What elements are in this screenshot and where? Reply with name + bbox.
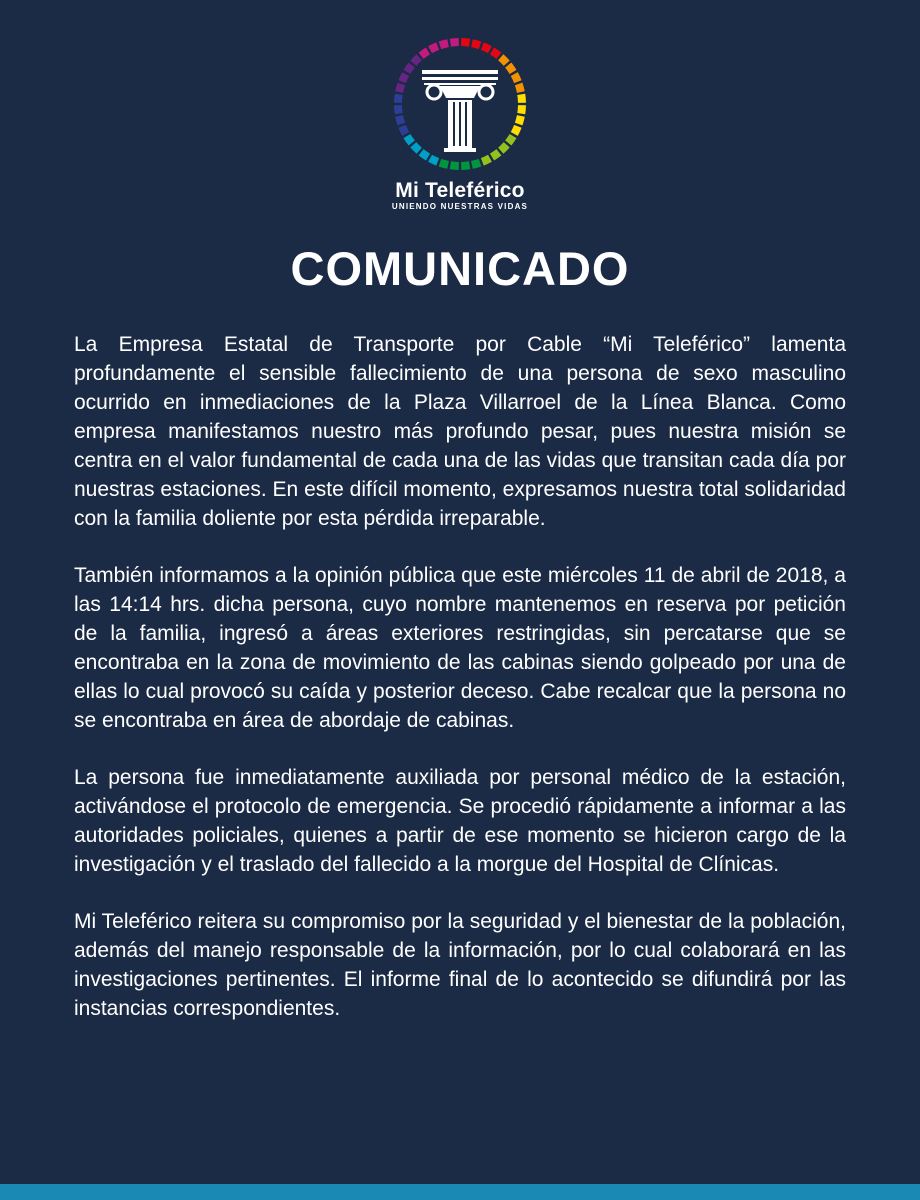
logo-ring-segment xyxy=(515,83,525,93)
logo-ring-segment xyxy=(410,54,422,66)
logo-ring-segment xyxy=(395,115,405,125)
logo-t-emblem xyxy=(422,70,498,152)
logo-ring-segment xyxy=(398,72,409,83)
logo-ring-segment xyxy=(410,142,422,154)
logo-ring-segment xyxy=(471,159,481,169)
logo-ring-segment xyxy=(515,115,525,125)
logo-ring-segment xyxy=(450,38,459,47)
logo-ring-segment xyxy=(490,149,501,160)
paragraph-3: La persona fue inmediatamente auxiliada por personal médico de la estación, activándose el protocolo de emergencia. Se procedió rápidamente a informar a las autoridades policiales, quienes a partir de ese momento se hicieron cargo de la investigación y el traslado del fallecido a la morgue del Hospital de Clínicas. xyxy=(74,766,846,876)
logo-ring-segment xyxy=(481,42,492,53)
logo-ring-segment xyxy=(461,38,470,47)
brand-name: Mi Teleférico xyxy=(395,179,525,202)
logo-ring-segment xyxy=(419,149,430,160)
logo-ring-segment xyxy=(481,155,492,166)
logo-ring-segment xyxy=(394,94,403,103)
logo-ring-segment xyxy=(505,63,516,74)
logo-ring-segment xyxy=(439,159,449,169)
logo-ring-segment xyxy=(398,125,409,136)
logo-ring-segment xyxy=(419,47,430,58)
brand-tagline: UNIENDO NUESTRAS VIDAS xyxy=(391,202,529,211)
logo-ring-segment xyxy=(517,94,526,103)
logo-ring-segment xyxy=(505,134,516,145)
paragraph-4: Mi Teleférico reitera su compromiso por la seguridad y el bienestar de la población, además del manejo responsable de la información, por lo cual colaborará en las investigaciones pertinentes. El informe final de lo acontecido se difundirá por las instancias correspondientes. xyxy=(74,910,846,1020)
logo-ring-segment xyxy=(403,63,414,74)
logo-ring-segment xyxy=(461,161,470,170)
logo-graphic xyxy=(388,32,532,176)
logo-ring-segment xyxy=(428,42,439,53)
logo-ring-segment xyxy=(511,125,522,136)
logo-ring-segment xyxy=(403,134,414,145)
logo-ring-segment xyxy=(498,142,510,154)
logo-ring-segment xyxy=(511,72,522,83)
page-title: COMUNICADO xyxy=(290,242,630,295)
paragraph-1: La Empresa Estatal de Transporte por Cable “Mi Teleférico” lamenta profundamente el sensible fallecimiento de una persona de sexo masculino ocurrido en inmediaciones de la Plaza Villarroel de la Línea Blanca. Como empresa manifestamos nuestro más profundo pesar, pues nuestra misión se centra en el valor fundamental de cada una de las vidas que transitan cada día por nuestras estaciones. En este difícil momento, expresamos nuestra total solidaridad con la familia doliente por esta pérdida irreparable. xyxy=(74,333,846,530)
logo-ring-segment xyxy=(395,83,405,93)
bottom-accent-bar xyxy=(0,1184,920,1200)
logo-ring-segment xyxy=(517,105,526,114)
logo-ring-segment xyxy=(490,47,501,58)
mi-teleferico-logo xyxy=(388,32,532,176)
logo-ring-segment xyxy=(498,54,510,66)
communique-body xyxy=(74,330,846,1051)
logo-ring-segment xyxy=(428,155,439,166)
logo-ring-segment xyxy=(450,161,459,170)
paragraph-2: También informamos a la opinión pública que este miércoles 11 de abril de 2018, a las 14:14 hrs. dicha persona, cuyo nombre mantenemos en reserva por petición de la familia, ingresó a áreas exteriores restringidas, sin percatarse que se encontraba en la zona de movimiento de las cabinas siendo golpeado por una de ellas lo cual provocó su caída y posterior deceso. Cabe recalcar que la persona no se encontraba en área de abordaje de cabinas. xyxy=(74,564,846,732)
logo-ring-segment xyxy=(394,105,403,114)
logo-ring-segment xyxy=(471,39,481,49)
logo-ring-segment xyxy=(439,39,449,49)
